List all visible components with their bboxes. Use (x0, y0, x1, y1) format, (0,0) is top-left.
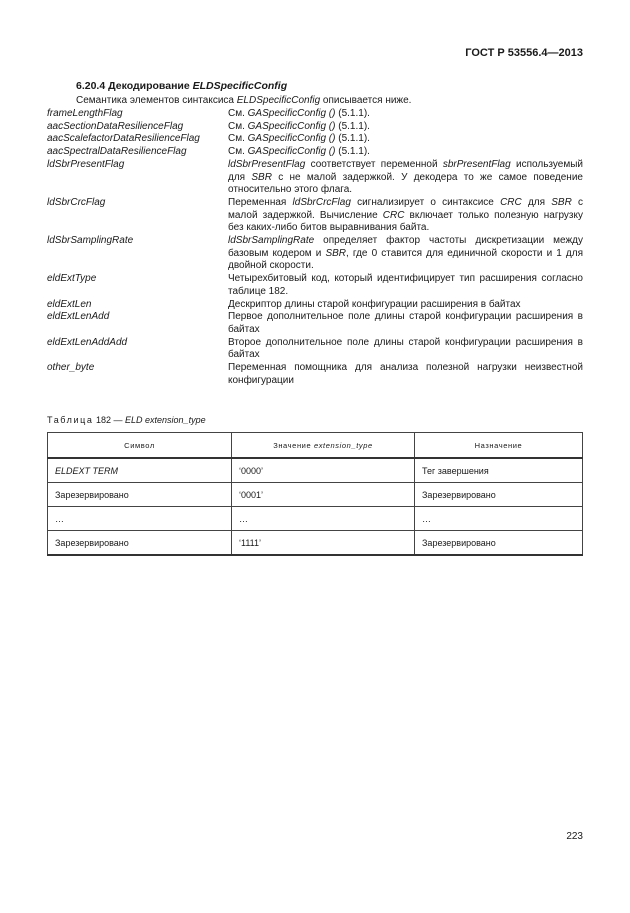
cell-purpose: Зарезервировано (415, 531, 583, 556)
definition-row (47, 146, 583, 159)
definition-term: other_byte (47, 362, 95, 374)
cell-value: ‘0000’ (232, 458, 415, 483)
definition-term: ldSbrCrcFlag (47, 196, 106, 208)
table-caption-number: 182 — (93, 415, 126, 425)
section-heading (76, 80, 287, 92)
definition-description: Переменная помощника для анализа полезной нагрузки неизвестной конфигурации (228, 362, 583, 386)
definition-list (47, 108, 583, 387)
document-code: ГОСТ Р 53556.4—2013 (465, 47, 583, 59)
definition-description: Четырехбитовый код, который идентифицирует тип расширения согласно таблице 182. (228, 273, 583, 297)
definition-term: eldExtLenAdd (47, 311, 110, 323)
cell-symbol: Зарезервировано (48, 483, 232, 507)
intro-italic: ELDSpecificConfig (236, 95, 321, 106)
cell-value: ‘0001’ (232, 483, 415, 507)
section-title-text: Декодирование (108, 80, 193, 92)
header-value-italic: extension_type (313, 440, 373, 450)
definition-description: Второе дополнительное поле длины старой конфигурации расширения в байтах (228, 336, 583, 361)
definition-description: См. GASpecificConfig () (5.1.1). (228, 120, 370, 132)
definition-row (47, 197, 583, 235)
cell-value: … (232, 507, 415, 531)
definition-term: ldSbrPresentFlag (47, 158, 125, 170)
table-row (48, 483, 583, 507)
definition-description: Дескриптор длины старой конфигурации расширения в байтах (228, 298, 521, 310)
cell-symbol: ELDEXT TERM (48, 458, 232, 483)
definition-description: См. GASpecificConfig () (5.1.1). (228, 133, 370, 145)
cell-symbol: … (48, 507, 232, 531)
definition-row (47, 299, 583, 312)
definition-row (47, 235, 583, 273)
page-number: 223 (566, 831, 583, 842)
cell-purpose: Тег завершения (415, 458, 583, 483)
table-caption-label: Таблица (47, 415, 94, 425)
cell-purpose: … (415, 507, 583, 531)
table-caption (47, 415, 206, 425)
section-title-italic: ELDSpecificConfig (192, 80, 288, 92)
definition-description: Первое дополнительное поле длины старой конфигурации расширения в байтах (228, 311, 583, 335)
header-value (232, 433, 415, 459)
table-row (48, 531, 583, 556)
table-row (48, 458, 583, 483)
definition-row (47, 337, 583, 362)
definition-row (47, 121, 583, 134)
definition-row (47, 273, 583, 298)
table-caption-title: ELD extension_type (125, 415, 206, 425)
extension-type-table (47, 432, 583, 556)
definition-term: aacScalefactorDataResilienceFlag (47, 133, 200, 145)
definition-description: ldSbrPresentFlag соответствует переменной sbrPresentFlag используемый для SBR с не малой задержкой. У декодера то же самое поведение относительно этого флага. (228, 158, 583, 196)
definition-row (47, 159, 583, 197)
definition-term: frameLengthFlag (47, 108, 123, 119)
table-row (48, 507, 583, 531)
table-header-row (48, 433, 583, 459)
cell-symbol: Зарезервировано (48, 531, 232, 556)
section-intro (76, 95, 411, 106)
definition-description: Переменная ldSbrCrcFlag сигнализирует о синтаксисе CRC для SBR с малой задержкой. Вычисление CRC включает только полезную нагрузку без каких-либо битов выравнивания байта. (228, 196, 583, 234)
definition-row (47, 311, 583, 336)
definition-description: См. GASpecificConfig () (5.1.1). (228, 108, 370, 119)
definition-description: ldSbrSamplingRate определяет фактор частоты дискретизации между базовым кодером и SBR, где 0 ставится для единичной скорости и 1 для двойной скорости. (228, 235, 583, 272)
header-value-text: Значение (273, 440, 314, 450)
intro-after: описывается ниже. (320, 95, 412, 106)
cell-purpose: Зарезервировано (415, 483, 583, 507)
section-number: 6.20.4 (76, 80, 106, 92)
header-purpose: Назначение (415, 433, 583, 459)
definition-row (47, 108, 583, 121)
definition-row (47, 362, 583, 387)
definition-row (47, 133, 583, 146)
intro-before: Семантика элементов синтаксиса (76, 95, 237, 106)
definition-term: eldExtType (47, 273, 97, 285)
definition-term: eldExtLenAddAdd (47, 336, 128, 348)
cell-value: ‘1111’ (232, 531, 415, 556)
definition-term: aacSectionDataResilienceFlag (47, 120, 184, 132)
definition-term: ldSbrSamplingRate (47, 235, 134, 247)
definition-term: eldExtLen (47, 298, 92, 310)
header-symbol: Символ (48, 433, 232, 459)
definition-term: aacSpectralDataResilienceFlag (47, 146, 187, 158)
definition-description: См. GASpecificConfig () (5.1.1). (228, 146, 370, 158)
